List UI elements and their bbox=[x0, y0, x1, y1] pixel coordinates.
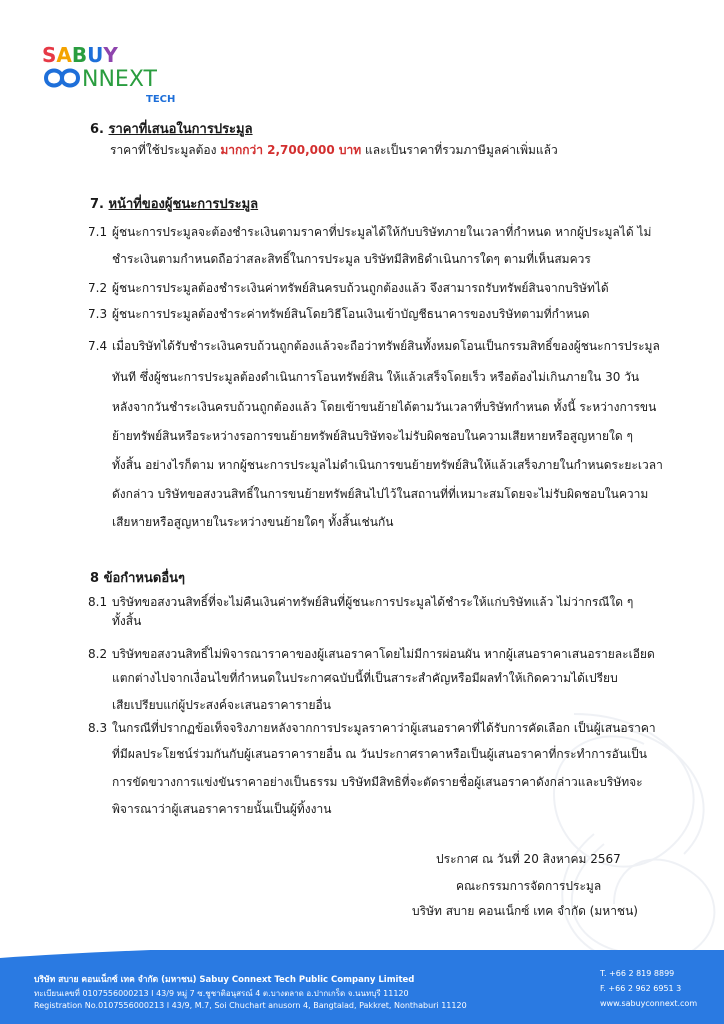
item-line: ผู้ชนะการประมูลจะต้องชำระเงินตามราคาที่ประมูลได้ให้กับบริษัทภายในเวลาที่กำหนด หากผู้ประมูลได้ ไม่ bbox=[112, 225, 652, 239]
item-number: 7.3 bbox=[88, 307, 108, 321]
item-number: 8.1 bbox=[88, 595, 108, 609]
watermark-infinity-icon bbox=[494, 654, 724, 984]
svg-text:TECH: TECH bbox=[146, 94, 176, 105]
footer-address-th: ทะเบียนเลขที่ 0107556000213 I 43/9 หมู่ 7 ซ.ชูชาติอนุสรณ์ 4 ต.บางตลาด อ.ปากเกร็ด จ.นนทบุรี 11120 bbox=[34, 989, 409, 998]
footer-company: บริษัท สบาย คอนเน็กซ์ เทค จำกัด (มหาชน) Sabuy Connext Tech Public Company Limited bbox=[34, 975, 415, 985]
company-logo bbox=[42, 40, 202, 110]
section-6-text: ราคาที่ใช้ประมูลต้อง มากกว่า 2,700,000 บาท และเป็นราคาที่รวมภาษีมูลค่าเพิ่มแล้ว bbox=[110, 143, 558, 157]
item-line: ย้ายทรัพย์สินหรือระหว่างรอการขนย้ายทรัพย์สินบริษัทจะไม่รับผิดชอบในความเสียหายหรือสูญหายใด ๆ bbox=[112, 429, 633, 443]
item-line: ในกรณีที่ปรากฏข้อเท็จจริงภายหลังจากการประมูลราคาว่าผู้เสนอราคาที่ได้รับการคัดเลือก เป็นผู้เสนอราคา bbox=[112, 721, 656, 735]
item-line: เมื่อบริษัทได้รับชำระเงินครบถ้วนถูกต้องแล้วจะถือว่าทรัพย์สินทั้งหมดโอนเป็นกรรมสิทธิ์ของผู้ชนะการประมูล bbox=[112, 339, 660, 353]
item-line: พิจารณาว่าผู้เสนอราคารายนั้นเป็นผู้ทิ้งงาน bbox=[112, 802, 332, 816]
section-6-heading: 6. ราคาที่เสนอในการประมูล bbox=[90, 122, 253, 137]
item-line: หลังจากวันชำระเงินครบถ้วนถูกต้องแล้ว โดยเข้าขนย้ายได้ตามวันเวลาที่บริษัทกำหนด ทั้งนี้ ระหว่างการขน bbox=[112, 400, 657, 414]
price-highlight: มากกว่า 2,700,000 บาท bbox=[220, 143, 362, 157]
announcement-date: ประกาศ ณ วันที่ 20 สิงหาคม 2567 bbox=[436, 852, 621, 866]
item-number: 7.1 bbox=[88, 225, 108, 239]
connext-infinity-icon bbox=[46, 71, 78, 86]
item-line: บริษัทขอสงวนสิทธิ์ที่จะไม่คืนเงินค่าทรัพย์สินที่ผู้ชนะการประมูลได้ชำระให้แก่บริษัทแล้ว ไม่ว่ากรณีใด ๆ bbox=[112, 595, 634, 609]
footer-fax: F. +66 2 962 6951 3 bbox=[600, 984, 682, 993]
section-7-heading: 7. หน้าที่ของผู้ชนะการประมูล bbox=[90, 197, 259, 212]
item-number: 8.2 bbox=[88, 647, 108, 661]
item-number: 7.2 bbox=[88, 281, 108, 295]
item-line: ทั้งสิ้น อย่างไรก็ตาม หากผู้ชนะการประมูลไม่ดำเนินการขนย้ายทรัพย์สินให้แล้วเสร็จภายในกำหนดระยะเวลา bbox=[112, 458, 663, 472]
item-line: บริษัทขอสงวนสิทธิ์ไม่พิจารณาราคาของผู้เสนอราคาโดยไม่มีการผ่อนผัน หากผู้เสนอราคาเสนอรายละเอียด bbox=[112, 647, 655, 661]
footer bbox=[0, 950, 724, 1024]
section-8-heading: 8 ข้อกำหนดอื่นๆ bbox=[90, 571, 186, 586]
item-line: ดังกล่าว บริษัทขอสงวนสิทธิ์ในการขนย้ายทรัพย์สินไปไว้ในสถานที่ที่เหมาะสมโดยจะไม่รับผิดชอบในความ bbox=[112, 487, 649, 501]
item-line: ผู้ชนะการประมูลต้องชำระเงินค่าทรัพย์สินครบถ้วนถูกต้องแล้ว จึงสามารถรับทรัพย์สินจากบริษัทได้ bbox=[112, 281, 609, 295]
company-signature: บริษัท สบาย คอนเน็กซ์ เทค จำกัด (มหาชน) bbox=[412, 904, 638, 918]
item-number: 7.4 bbox=[88, 339, 108, 353]
committee-name: คณะกรรมการจัดการประมูล bbox=[456, 879, 602, 893]
item-line: แตกต่างไปจากเงื่อนไขที่กำหนดในประกาศฉบับนี้ที่เป็นสาระสำคัญหรือมีผลทำให้เกิดความได้เปรียบ bbox=[112, 671, 618, 685]
item-line: ชำระเงินตามกำหนดถือว่าสละสิทธิ์ในการประมูล บริษัทมีสิทธิดำเนินการใดๆ ตามที่เห็นสมควร bbox=[112, 252, 591, 266]
item-line: เสียเปรียบแก่ผู้ประสงค์จะเสนอราคารายอื่น bbox=[112, 698, 331, 712]
item-line: ที่มีผลประโยชน์ร่วมกันกับผู้เสนอราคารายอื่น ณ วันประกาศราคาหรือเป็นผู้เสนอราคาที่กระทำการอันเป็น bbox=[112, 747, 648, 761]
item-line: เสียหายหรือสูญหายในระหว่างขนย้ายใดๆ ทั้งสิ้นเช่นกัน bbox=[112, 515, 394, 529]
svg-text:SABUY: SABUY bbox=[42, 43, 118, 67]
item-line: การขัดขวางการแข่งขันราคาอย่างเป็นธรรม บริษัทมีสิทธิที่จะตัดรายชื่อผู้เสนอราคาดังกล่าวและบริษัทจะ bbox=[112, 775, 643, 789]
item-line: ทั้งสิ้น bbox=[112, 614, 142, 628]
item-line: ผู้ชนะการประมูลต้องชำระค่าทรัพย์สินโดยวิธีโอนเงินเข้าบัญชีธนาคารของบริษัทตามที่กำหนด bbox=[112, 307, 590, 321]
item-line: ทันที ซึ่งผู้ชนะการประมูลต้องดำเนินการโอนทรัพย์สิน ให้แล้วเสร็จโดยเร็ว หรือต้องไม่เกินภายใน 30 วัน bbox=[112, 370, 640, 384]
footer-address-en: Registration No.0107556000213 I 43/9, M.7, Soi Chuchart anusorn 4, Bangtalad, Pakkret, Nonthaburi 11120 bbox=[34, 1001, 467, 1010]
footer-phone: T. +66 2 819 8899 bbox=[600, 969, 675, 978]
item-number: 8.3 bbox=[88, 721, 108, 735]
footer-website-link[interactable]: www.sabuyconnext.com bbox=[600, 999, 698, 1008]
svg-text:NNEXT: NNEXT bbox=[82, 67, 157, 92]
